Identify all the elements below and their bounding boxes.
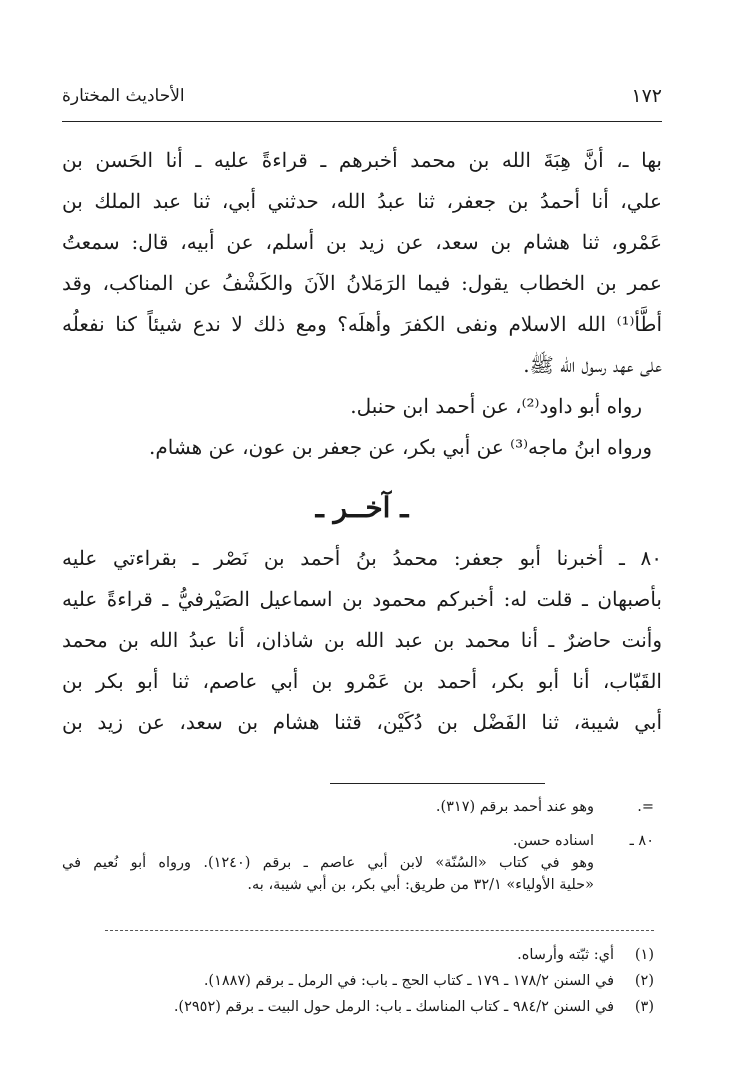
main-text bbox=[62, 140, 662, 743]
note-continuation bbox=[62, 796, 654, 818]
note-text bbox=[62, 830, 594, 896]
footnote-text: في السنن ١٧٨/٢ ـ ١٧٩ ـ كتاب الحج ـ باب: في الرمل ـ برقم (١٨٨٧). bbox=[203, 973, 614, 989]
note-mark: ٨٠ ـ bbox=[629, 833, 654, 849]
text-line: القَبّاب، أنا أبو بكر، أحمد بن عَمْرو بن أبي عاصم، ثنا أبو بكر بن bbox=[62, 669, 662, 693]
text-line: علي، أنا أحمدُ بن جعفر، ثنا عبدُ الله، حدثني أبي، ثنا عبد الملك بن bbox=[62, 189, 662, 213]
footnote-number: (٢) bbox=[634, 973, 654, 989]
footnote-text: أي: ثبّته وأرساه. bbox=[517, 947, 614, 963]
note-line: «حلية الأولياء» ٣٢/١ من طريق: أبي بكر، بن أبي شيبة، به. bbox=[247, 877, 594, 893]
note-80 bbox=[62, 830, 654, 896]
footnote-number: (٣) bbox=[634, 999, 654, 1015]
note-text: وهو عند أحمد برقم (٣١٧). bbox=[435, 799, 594, 815]
reference-ibn-majah: ورواه ابنُ ماجه⁽³⁾ عن أبي بكر، عن جعفر بن عون، عن هشام. bbox=[148, 435, 652, 459]
text-line: على عهد رسول الله ﷺ. bbox=[523, 353, 662, 377]
footnote bbox=[62, 968, 654, 994]
text-line: عَمْرو، ثنا هشام بن سعد، عن زيد بن أسلم، عن أبيه، قال: سمعتُ bbox=[62, 230, 662, 254]
notes-divider bbox=[330, 783, 545, 784]
section-heading: ـ آخــر ـ bbox=[315, 491, 409, 524]
header-rule bbox=[62, 121, 662, 122]
text-line: بأصبهان ـ قلت له: أخبركم محمود بن اسماعيل الصَيْرفيُّ ـ قراءةً عليه bbox=[62, 587, 662, 611]
hadith-paragraph bbox=[62, 140, 662, 386]
text-line: أطَّأ⁽¹⁾ الله الاسلام ونفى الكفرَ وأهلَه؟ ومع ذلك لا ندع شيئاً كنا نفعلُه bbox=[62, 312, 662, 336]
text-line: بها ـ، أنَّ هِبَةَ الله بن محمد أخبرهم ـ قراءةً عليه ـ أنا الحَسن بن bbox=[62, 148, 662, 172]
page-number: ١٧٢ bbox=[631, 85, 662, 107]
footnote-text: في السنن ٩٨٤/٢ ـ كتاب المناسك ـ باب: الرمل حول البيت ـ برقم (٢٩٥٢). bbox=[173, 999, 614, 1015]
note-line: اسناده حسن. bbox=[512, 833, 594, 849]
note-mark: =. bbox=[637, 799, 654, 815]
note-line: وهو في كتاب «السُنّة» لابن أبي عاصم ـ برقم (١٢٤٠). ورواه أبو نُعيم في bbox=[62, 855, 595, 871]
page-header bbox=[62, 82, 662, 110]
footnote-number: (١) bbox=[634, 947, 654, 963]
text-line: عمر بن الخطاب يقول: فيما الرَمَلانُ الآنَ والكَشْفُ عن المناكب، وقد bbox=[62, 271, 662, 295]
footnote bbox=[62, 942, 654, 968]
footnotes-divider bbox=[105, 930, 654, 931]
text-line: وأنت حاضرٌ ـ أنا محمد بن عبد الله بن شاذان، أنا عبدُ الله بن محمد bbox=[62, 628, 662, 652]
footnotes bbox=[62, 942, 654, 1020]
hadith-80-paragraph bbox=[62, 538, 662, 743]
reference-abu-dawud: رواه أبو داود⁽²⁾، عن أحمد ابن حنبل. bbox=[350, 394, 642, 418]
text-line: أبي شيبة، ثنا الفَضْل بن دُكَيْن، قثنا هشام بن سعد، عن زيد بن bbox=[62, 710, 662, 734]
text-line: ٨٠ ـ أخبرنا أبو جعفر: محمدُ بنُ أحمد بن نَصْر ـ بقراءتي عليه bbox=[62, 546, 662, 570]
editor-notes bbox=[62, 796, 654, 896]
footnote bbox=[62, 994, 654, 1020]
running-title: الأحاديث المختارة bbox=[62, 86, 185, 106]
